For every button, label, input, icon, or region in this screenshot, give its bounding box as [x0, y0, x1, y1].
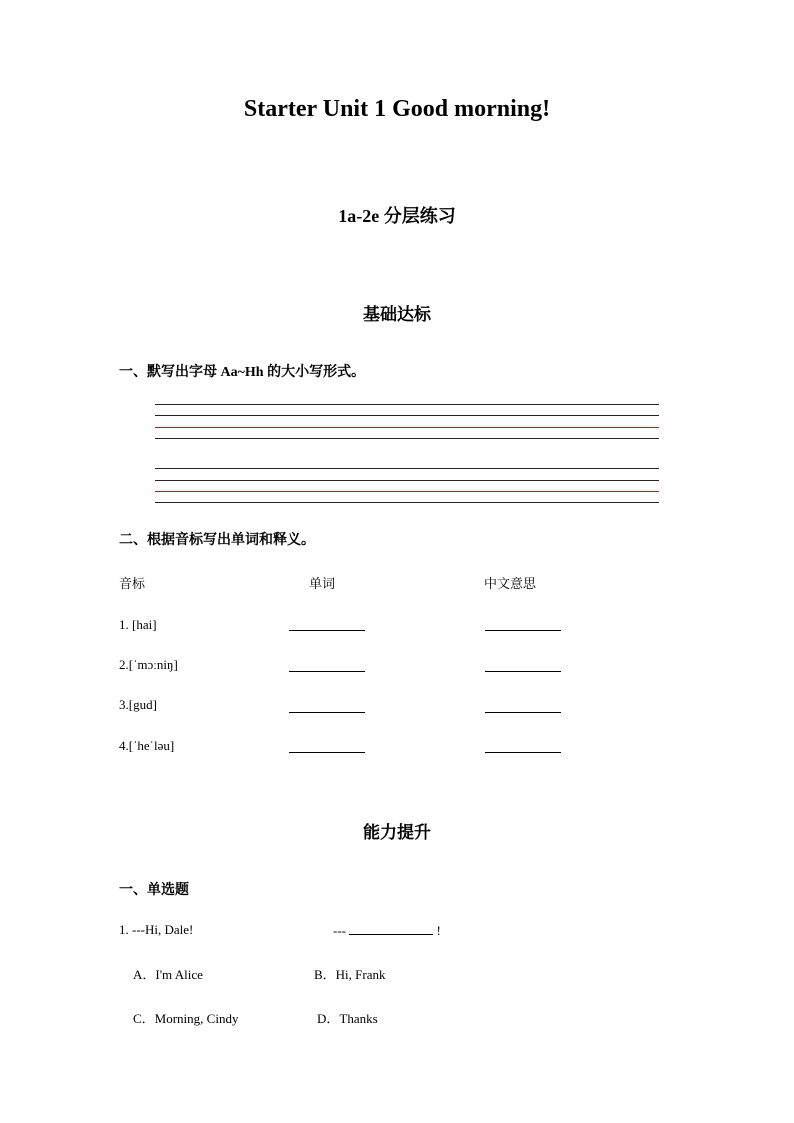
page-title: Starter Unit 1 Good morning! [243, 96, 551, 122]
section-heading-basic: 基础达标 [363, 305, 431, 324]
phonetic-item: 3.[gud] [119, 697, 157, 712]
meaning-blank[interactable] [485, 752, 561, 753]
mc-question-reply [333, 922, 441, 939]
grid-line [155, 480, 659, 481]
reply-suffix: ! [436, 923, 441, 938]
grid-line [155, 404, 659, 405]
meaning-blank[interactable] [485, 630, 561, 631]
mc-question-prompt: 1. ---Hi, Dale! [119, 922, 194, 937]
word-blank[interactable] [289, 752, 365, 753]
section-heading-advanced: 能力提升 [363, 823, 431, 842]
grid-line [155, 415, 659, 416]
question-heading-multiple-choice: 一、单选题 [119, 883, 189, 898]
phonetic-item: 2.[ˈmɔːniŋ] [119, 657, 178, 672]
column-header-word: 单词 [309, 576, 336, 591]
phonetic-item: 4.[ˈheˈləu] [119, 738, 175, 753]
word-blank[interactable] [289, 712, 365, 713]
column-header-meaning: 中文意思 [484, 576, 537, 591]
option-a[interactable]: A．I'm Alice [133, 967, 203, 982]
word-blank[interactable] [289, 671, 365, 672]
phonetic-item: 1. [hai] [119, 617, 157, 632]
grid-line-red [155, 491, 659, 492]
option-c[interactable]: C．Morning, Cindy [133, 1011, 239, 1026]
option-b[interactable]: B．Hi, Frank [314, 967, 386, 982]
grid-line-red [155, 427, 659, 428]
grid-line [155, 468, 659, 469]
reply-prefix: --- [333, 923, 346, 938]
grid-line [155, 438, 659, 439]
option-d[interactable]: D．Thanks [317, 1011, 378, 1026]
question-heading-letters: 一、默写出字母 Aa~Hh 的大小写形式。 [119, 365, 366, 380]
meaning-blank[interactable] [485, 712, 561, 713]
word-blank[interactable] [289, 630, 365, 631]
question-heading-phonetics: 二、根据音标写出单词和释义。 [119, 533, 315, 548]
answer-blank[interactable] [349, 922, 433, 935]
column-header-phonetic: 音标 [119, 576, 146, 591]
grid-line [155, 502, 659, 503]
meaning-blank[interactable] [485, 671, 561, 672]
page-subtitle: 1a-2e 分层练习 [338, 206, 456, 226]
